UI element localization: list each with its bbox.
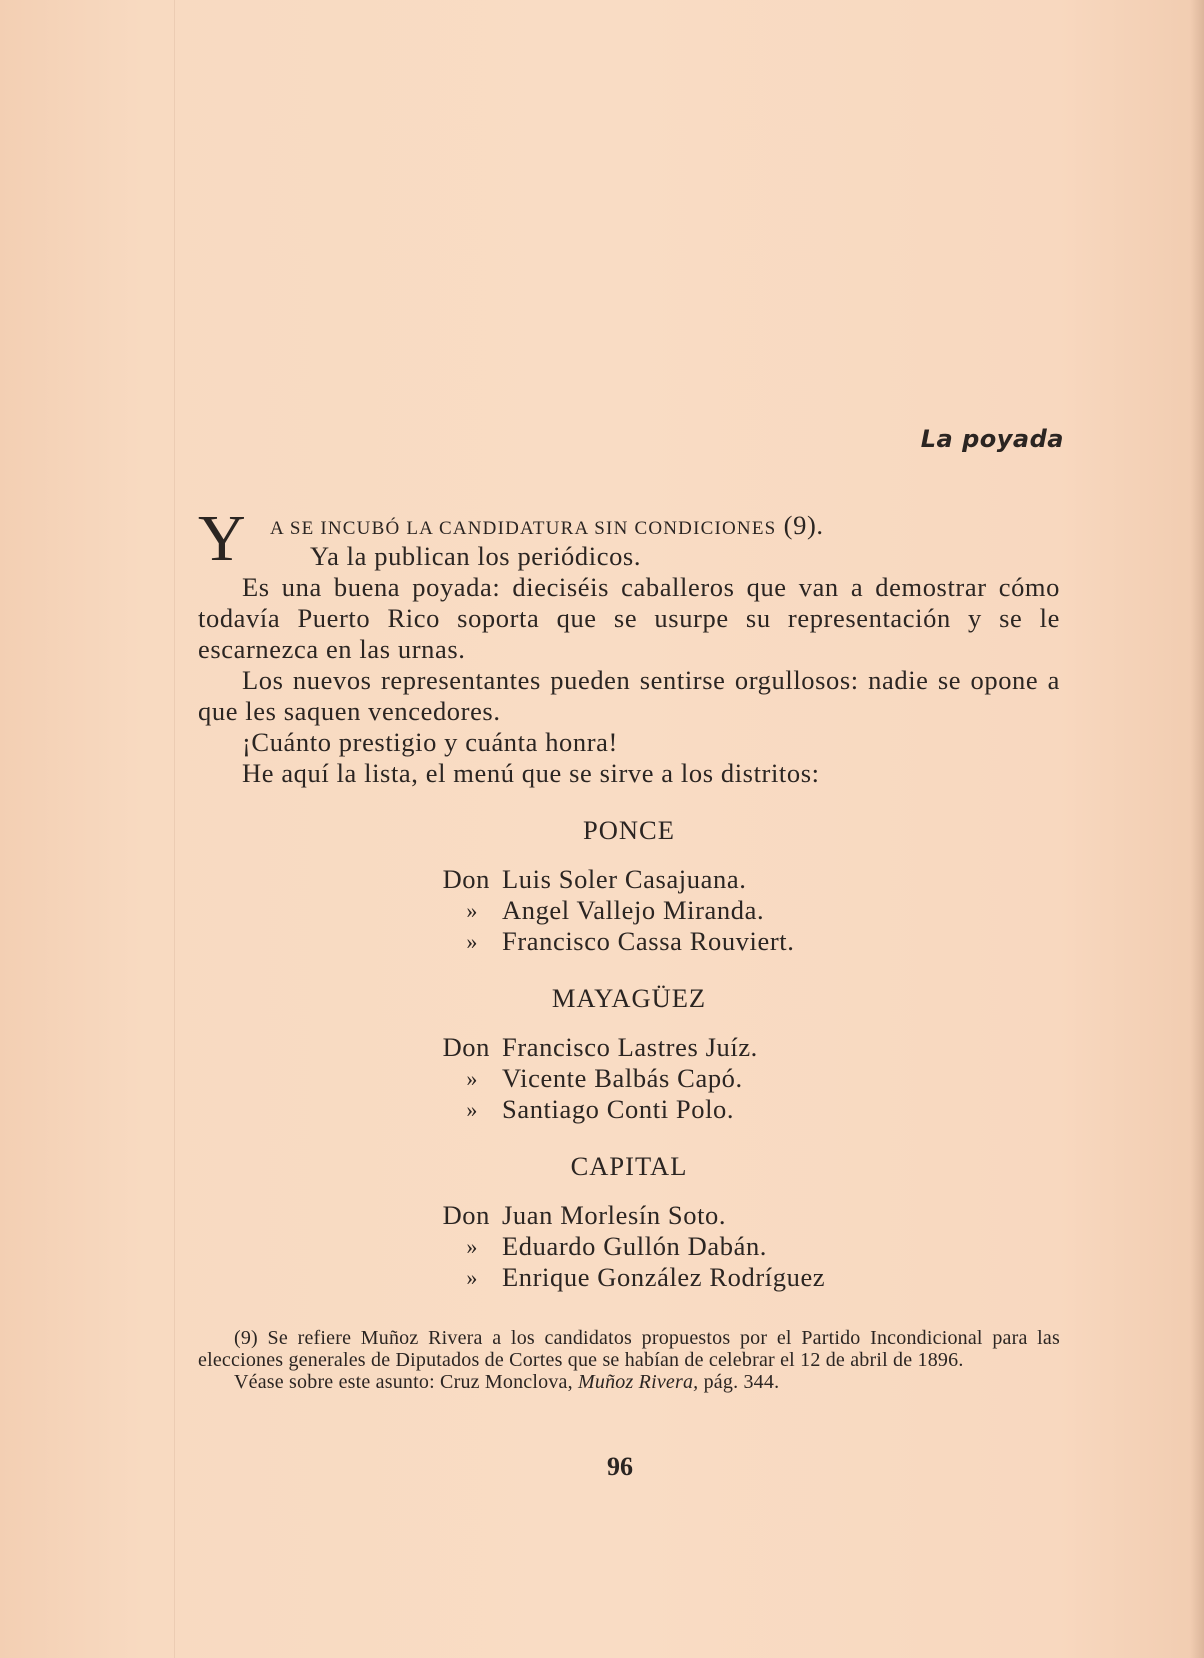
candidate-name: Luis Soler Casajuana. bbox=[502, 864, 747, 894]
page-edge-shadow bbox=[1190, 0, 1204, 1658]
candidate-row bbox=[420, 1231, 1060, 1262]
running-title: La poyada bbox=[920, 425, 1064, 453]
candidate-prefix: Don bbox=[442, 1032, 490, 1062]
candidate-row bbox=[420, 1032, 1060, 1063]
candidate-list bbox=[420, 1200, 1060, 1293]
candidate-name: Santiago Conti Polo. bbox=[502, 1094, 735, 1124]
candidate-row bbox=[420, 1200, 1060, 1231]
paragraph: ¡Cuánto prestigio y cuánta honra! bbox=[242, 727, 618, 757]
candidate-row bbox=[420, 1262, 1060, 1293]
candidate-list bbox=[420, 864, 1060, 957]
footnote-text: (9) Se refiere Muñoz Rivera a los candidatos propuestos por el Partido Incondicional para las elecciones generales de Diputados de Cortes que se habían de celebrar el 12 de abril de 1896. bbox=[198, 1327, 1060, 1371]
candidate-row bbox=[420, 1063, 1060, 1094]
candidate-name: Francisco Cassa Rouviert. bbox=[502, 926, 795, 956]
page-number: 96 bbox=[607, 1452, 633, 1481]
candidate-prefix: » bbox=[466, 1234, 478, 1259]
candidate-list bbox=[420, 1032, 1060, 1125]
candidate-name: Vicente Balbás Capó. bbox=[502, 1063, 743, 1093]
paragraph: He aquí la lista, el menú que se sirve a los distritos: bbox=[242, 758, 820, 788]
opening-lines bbox=[198, 502, 1060, 575]
candidate-row bbox=[420, 895, 1060, 926]
candidate-name: Enrique González Rodríguez bbox=[502, 1262, 826, 1292]
footnote bbox=[198, 1327, 1060, 1393]
district-heading: PONCE bbox=[583, 815, 675, 845]
footnote-see-suffix: pág. 344. bbox=[703, 1371, 780, 1393]
district-heading: CAPITAL bbox=[570, 1151, 688, 1181]
candidate-name: Juan Morlesín Soto. bbox=[502, 1200, 727, 1230]
candidate-prefix: » bbox=[466, 1097, 478, 1122]
footnote-see-prefix: Véase sobre este asunto: Cruz Monclova, bbox=[234, 1371, 573, 1393]
candidate-row bbox=[420, 926, 1060, 957]
candidate-prefix: » bbox=[466, 1265, 478, 1290]
candidate-name: Angel Vallejo Miranda. bbox=[502, 895, 765, 925]
footnote-book-title: Muñoz Rivera, bbox=[578, 1371, 699, 1393]
opening-line-1 bbox=[270, 510, 824, 544]
candidate-prefix: » bbox=[466, 929, 478, 954]
district-heading: MAYAGÜEZ bbox=[551, 983, 707, 1013]
paragraph: Es una buena poyada: dieciséis caballeros que van a demostrar cómo todavía Puerto Rico soporta que se usurpe su representación y se le escarnezca en las urnas. bbox=[198, 572, 1060, 664]
candidate-prefix: Don bbox=[442, 864, 490, 894]
opening-line-2: Ya la publican los periódicos. bbox=[310, 541, 642, 571]
candidate-prefix: » bbox=[466, 1066, 478, 1091]
body-text bbox=[198, 502, 1060, 1293]
candidate-prefix: » bbox=[466, 898, 478, 923]
paragraph: Los nuevos representantes pueden sentirse orgullosos: nadie se opone a que les saquen vencedores. bbox=[198, 665, 1060, 726]
candidate-row bbox=[420, 1094, 1060, 1125]
candidate-name: Eduardo Gullón Dabán. bbox=[502, 1231, 768, 1261]
page-fold-line bbox=[174, 0, 175, 1658]
candidate-row bbox=[420, 864, 1060, 895]
opening-smallcaps: A SE INCUBÓ LA CANDIDATURA SIN CONDICIONES bbox=[270, 518, 777, 539]
footnote-reference: (9). bbox=[783, 510, 824, 540]
footnote-see-also bbox=[198, 1371, 1060, 1393]
drop-cap: Y bbox=[198, 502, 247, 575]
candidate-prefix: Don bbox=[442, 1200, 490, 1230]
candidate-name: Francisco Lastres Juíz. bbox=[502, 1032, 758, 1062]
